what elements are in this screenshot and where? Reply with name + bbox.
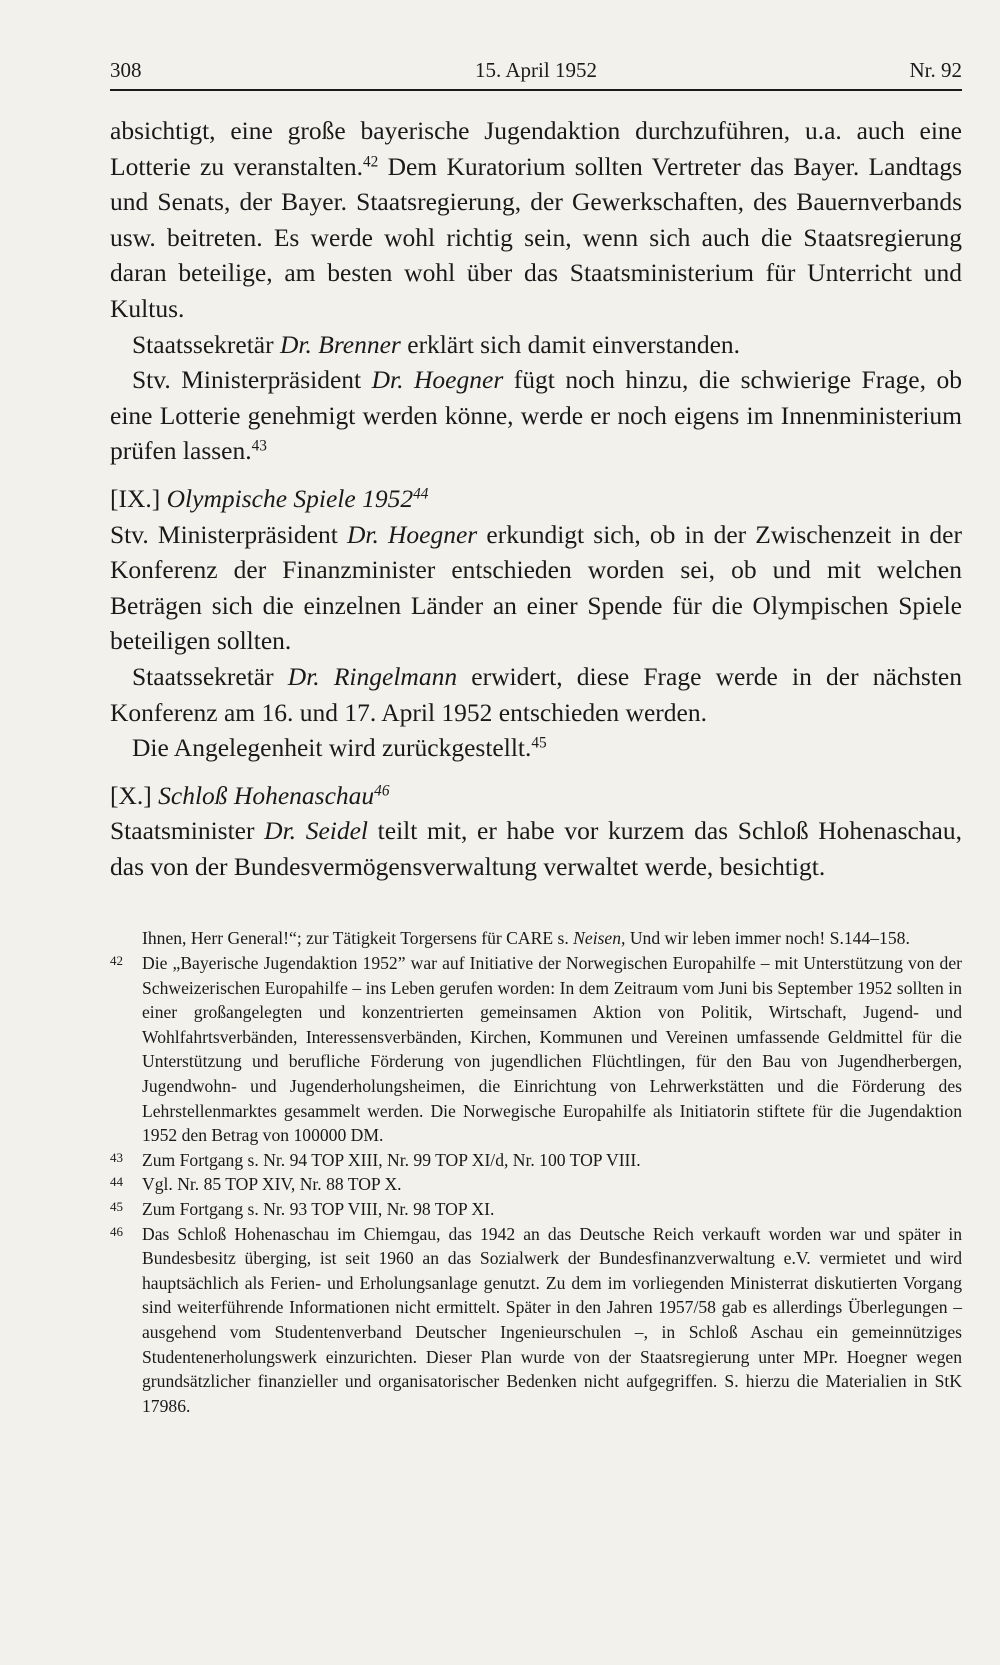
header-date: 15. April 1952 (475, 58, 597, 82)
footnote-ref: 42 (362, 153, 379, 171)
person-name: Dr. Ringelmann (287, 661, 458, 691)
person-name: Dr. Brenner (279, 329, 401, 359)
paragraph: Die Angelegenheit wird zurückgestellt.$^{45}$ (132, 733, 547, 763)
document-page (110, 58, 962, 1418)
person-name: Dr. Hoegner (371, 365, 504, 395)
paragraph: Stv. Ministerpräsident Dr. Hoegner erkundigt sich, ob in der Zwischenzeit in der Konferenz der Finanzminister entschieden worden sei, ob und mit welchen Beträgen sich die einzelnen Länder an einer Spende für die Olympischen Spiele beteiligen sollten. (110, 519, 962, 656)
footnote-44: 44 Vgl. Nr. 85 TOP XIV, Nr. 88 TOP X. (110, 1174, 402, 1195)
footnote-ref: 45 (531, 734, 547, 752)
footnote-45: 45 Zum Fortgang s. Nr. 93 TOP VIII, Nr. 98 TOP XI. (110, 1199, 495, 1219)
paragraph: Staatsminister Dr. Seidel teilt mit, er habe vor kurzem das Schloß Hohenaschau, das von der Bundesvermögensverwaltung verwaltet werde, besichtigt. (110, 816, 962, 881)
person-name: Dr. Seidel (264, 816, 369, 846)
footnote-ref: 44 (413, 485, 429, 503)
footnote-ref: 46 (374, 782, 390, 800)
footnotes (110, 926, 962, 1418)
paragraph: absichtigt, eine große bayerische Jugendaktion durchzuführen, u.a. auch eine Lotterie zu veranstalten.$^{42}$ Dem Kuratorium sollten Vertreter das Bayer. Landtags und Senats, der Bayer. Staatsregierung, der Gewerkschaften, des Bauernverbands usw. beitreten. Es werde wohl richtig sein, wenn sich auch die Staatsregierung daran beteilige, am besten wohl über das Staatsministerium für Unterricht und Kultus. (110, 116, 962, 323)
document-number: Nr. 92 (909, 58, 962, 82)
section-heading: [IX.] Olympische Spiele 1952$^{44}$ (110, 483, 429, 513)
paragraph: Staatssekretär Dr. Ringelmann erwidert, diese Frage werde in der nächsten Konferenz am 16. und 17. April 1952 entschieden werden. (110, 661, 963, 727)
section-heading: [X.] Schloß Hohenaschau$^{46}$ (110, 780, 390, 810)
footnote-42: 42 Die „Bayerische Jugendaktion 1952” war auf Initiative der Norwegischen Europahilfe – mit Unterstützung von der Schweizerischen Europahilfe – ins Leben gerufen worden: In dem Zeitraum vom Juni bis September 1952 sollten in einer großangelegten und konzentrierten gemeinsamen Aktion von Politik, Wirtschaft, Jugend- und Wohlfahrtsverbänden, Interessensverbänden, Kirchen, Kommunen und Vereinen umfassende Geldmittel für die Unterstützung und berufliche Förderung von jugendlichen Flüchtlingen, für den Bau von Jugendherbergen, Jugendwohn- und Jugenderholungsheimen, die Einrichtung von Lehrwerkstätten und die Förderung des Lehrstellenmarktes gesammelt werden. Die Norwegische Europahilfe als Initiatorin stiftete für die Jugendaktion 1952 den Betrag von 100000 DM. (110, 953, 962, 1146)
footnote-ref: 43 (251, 437, 267, 455)
body-text (110, 113, 962, 884)
paragraph: Staatssekretär Dr. Brenner erklärt sich damit einverstanden. (132, 329, 741, 359)
paragraph: Stv. Ministerpräsident Dr. Hoegner fügt noch hinzu, die schwierige Frage, ob eine Lotterie genehmigt werden könne, werde er noch eigens im Innenministerium prüfen lassen.$^{43}$ (110, 365, 962, 466)
running-head (110, 58, 962, 91)
footnote-46: 46 Das Schloß Hohenaschau im Chiemgau, das 1942 an das Deutsche Reich verkauft worden war und später in Bundesbesitz überging, ist seit 1960 an das Sozialwerk der Bundesfinanzverwaltung e.V. vermietet und wird hauptsächlich als Ferien- und Erholungsanlage genutzt. Zu dem im vorliegenden Ministerrat diskutierten Vorgang sind weiterführende Informationen nicht ermittelt. Später in den Jahren 1957/58 gab es allerdings Überlegungen – ausgehend vom Studentenverband Deutscher Ingenieurschulen –, in Schloß Aschau ein gemeinnütziges Studentenerholungswerk einzurichten. Dieser Plan wurde von der Staatsregierung unter MPr. Hoegner wegen grundsätzlicher finanzieller und organisatorischer Bedenken nicht aufgegriffen. S. hierzu die Materialien in StK 17986. (110, 1223, 962, 1416)
footnote-43: 43 Zum Fortgang s. Nr. 94 TOP XIII, Nr. 99 TOP XI/d, Nr. 100 TOP VIII. (110, 1149, 641, 1170)
person-name: Dr. Hoegner (346, 519, 478, 549)
footnote-continuation: Ihnen, Herr General!“; zur Tätigkeit Torgersens für CARE s. Neisen, Und wir leben immer noch! S.144–158. (142, 928, 910, 949)
page-number: 308 (110, 58, 142, 82)
